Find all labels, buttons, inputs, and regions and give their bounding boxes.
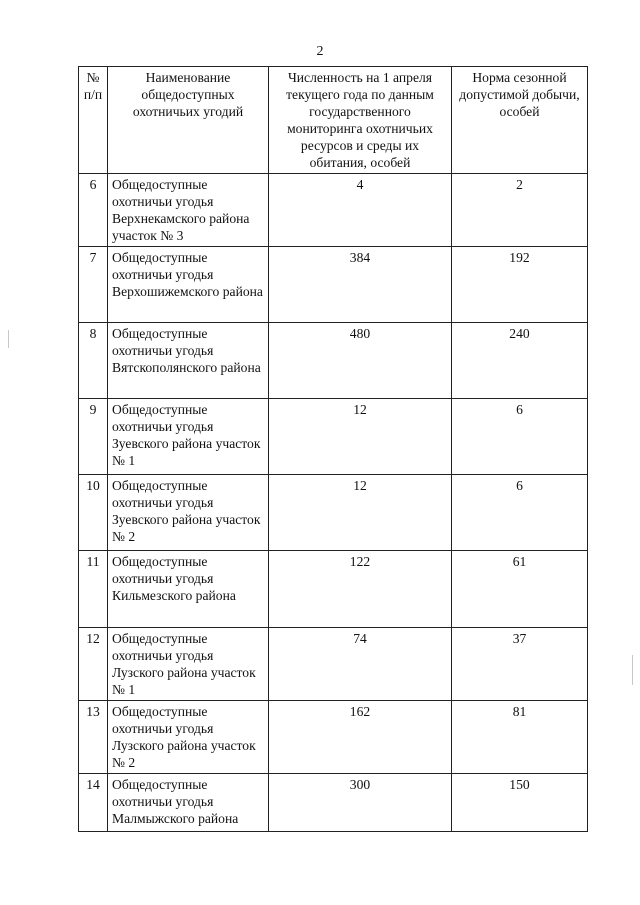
row-name: Общедоступные охотничьи угодья Кильмезского района — [108, 551, 269, 628]
table-row — [79, 774, 588, 832]
table-row — [79, 628, 588, 701]
row-norm: 6 — [452, 475, 588, 551]
row-number: 13 — [79, 701, 108, 774]
row-norm: 81 — [452, 701, 588, 774]
table-row — [79, 701, 588, 774]
row-count: 384 — [269, 247, 452, 323]
header-count: Численность на 1 апреля текущего года по данным государственного мониторинга охотничьих ресурсов и среды их обитания, особей — [269, 67, 452, 174]
row-name: Общедоступные охотничьи угодья Лузского района участок № 1 — [108, 628, 269, 701]
table-row — [79, 174, 588, 247]
row-norm: 240 — [452, 323, 588, 399]
row-count: 12 — [269, 399, 452, 475]
row-norm: 192 — [452, 247, 588, 323]
row-count: 12 — [269, 475, 452, 551]
header-number: № п/п — [79, 67, 108, 174]
row-count: 74 — [269, 628, 452, 701]
row-count: 4 — [269, 174, 452, 247]
row-name: Общедоступные охотничьи угодья Вятскополянского района — [108, 323, 269, 399]
row-number: 12 — [79, 628, 108, 701]
scan-artifact-right — [632, 655, 633, 685]
row-number: 11 — [79, 551, 108, 628]
table-header-row — [79, 67, 588, 174]
page-number: 2 — [316, 44, 324, 59]
table-row — [79, 399, 588, 475]
row-count: 480 — [269, 323, 452, 399]
row-norm: 2 — [452, 174, 588, 247]
table-row — [79, 247, 588, 323]
header-name: Наименование общедоступных охотничьих угодий — [108, 67, 269, 174]
row-norm: 6 — [452, 399, 588, 475]
row-number: 7 — [79, 247, 108, 323]
row-number: 10 — [79, 475, 108, 551]
row-name: Общедоступные охотничьи угодья Верхнекамского района участок № 3 — [108, 174, 269, 247]
table-row — [79, 551, 588, 628]
row-name: Общедоступные охотничьи угодья Зуевского района участок № 2 — [108, 475, 269, 551]
header-norm: Норма сезонной допустимой добычи, особей — [452, 67, 588, 174]
row-number: 14 — [79, 774, 108, 832]
row-norm: 61 — [452, 551, 588, 628]
hunting-grounds-table — [78, 66, 588, 832]
row-number: 9 — [79, 399, 108, 475]
row-name: Общедоступные охотничьи угодья Верхошижемского района — [108, 247, 269, 323]
row-number: 6 — [79, 174, 108, 247]
row-count: 300 — [269, 774, 452, 832]
row-count: 162 — [269, 701, 452, 774]
table-row — [79, 323, 588, 399]
row-name: Общедоступные охотничьи угодья Малмыжского района — [108, 774, 269, 832]
row-norm: 150 — [452, 774, 588, 832]
row-name: Общедоступные охотничьи угодья Зуевского района участок № 1 — [108, 399, 269, 475]
row-name: Общедоступные охотничьи угодья Лузского района участок № 2 — [108, 701, 269, 774]
row-norm: 37 — [452, 628, 588, 701]
table-row — [79, 475, 588, 551]
row-number: 8 — [79, 323, 108, 399]
row-count: 122 — [269, 551, 452, 628]
scan-artifact-left — [8, 330, 9, 348]
